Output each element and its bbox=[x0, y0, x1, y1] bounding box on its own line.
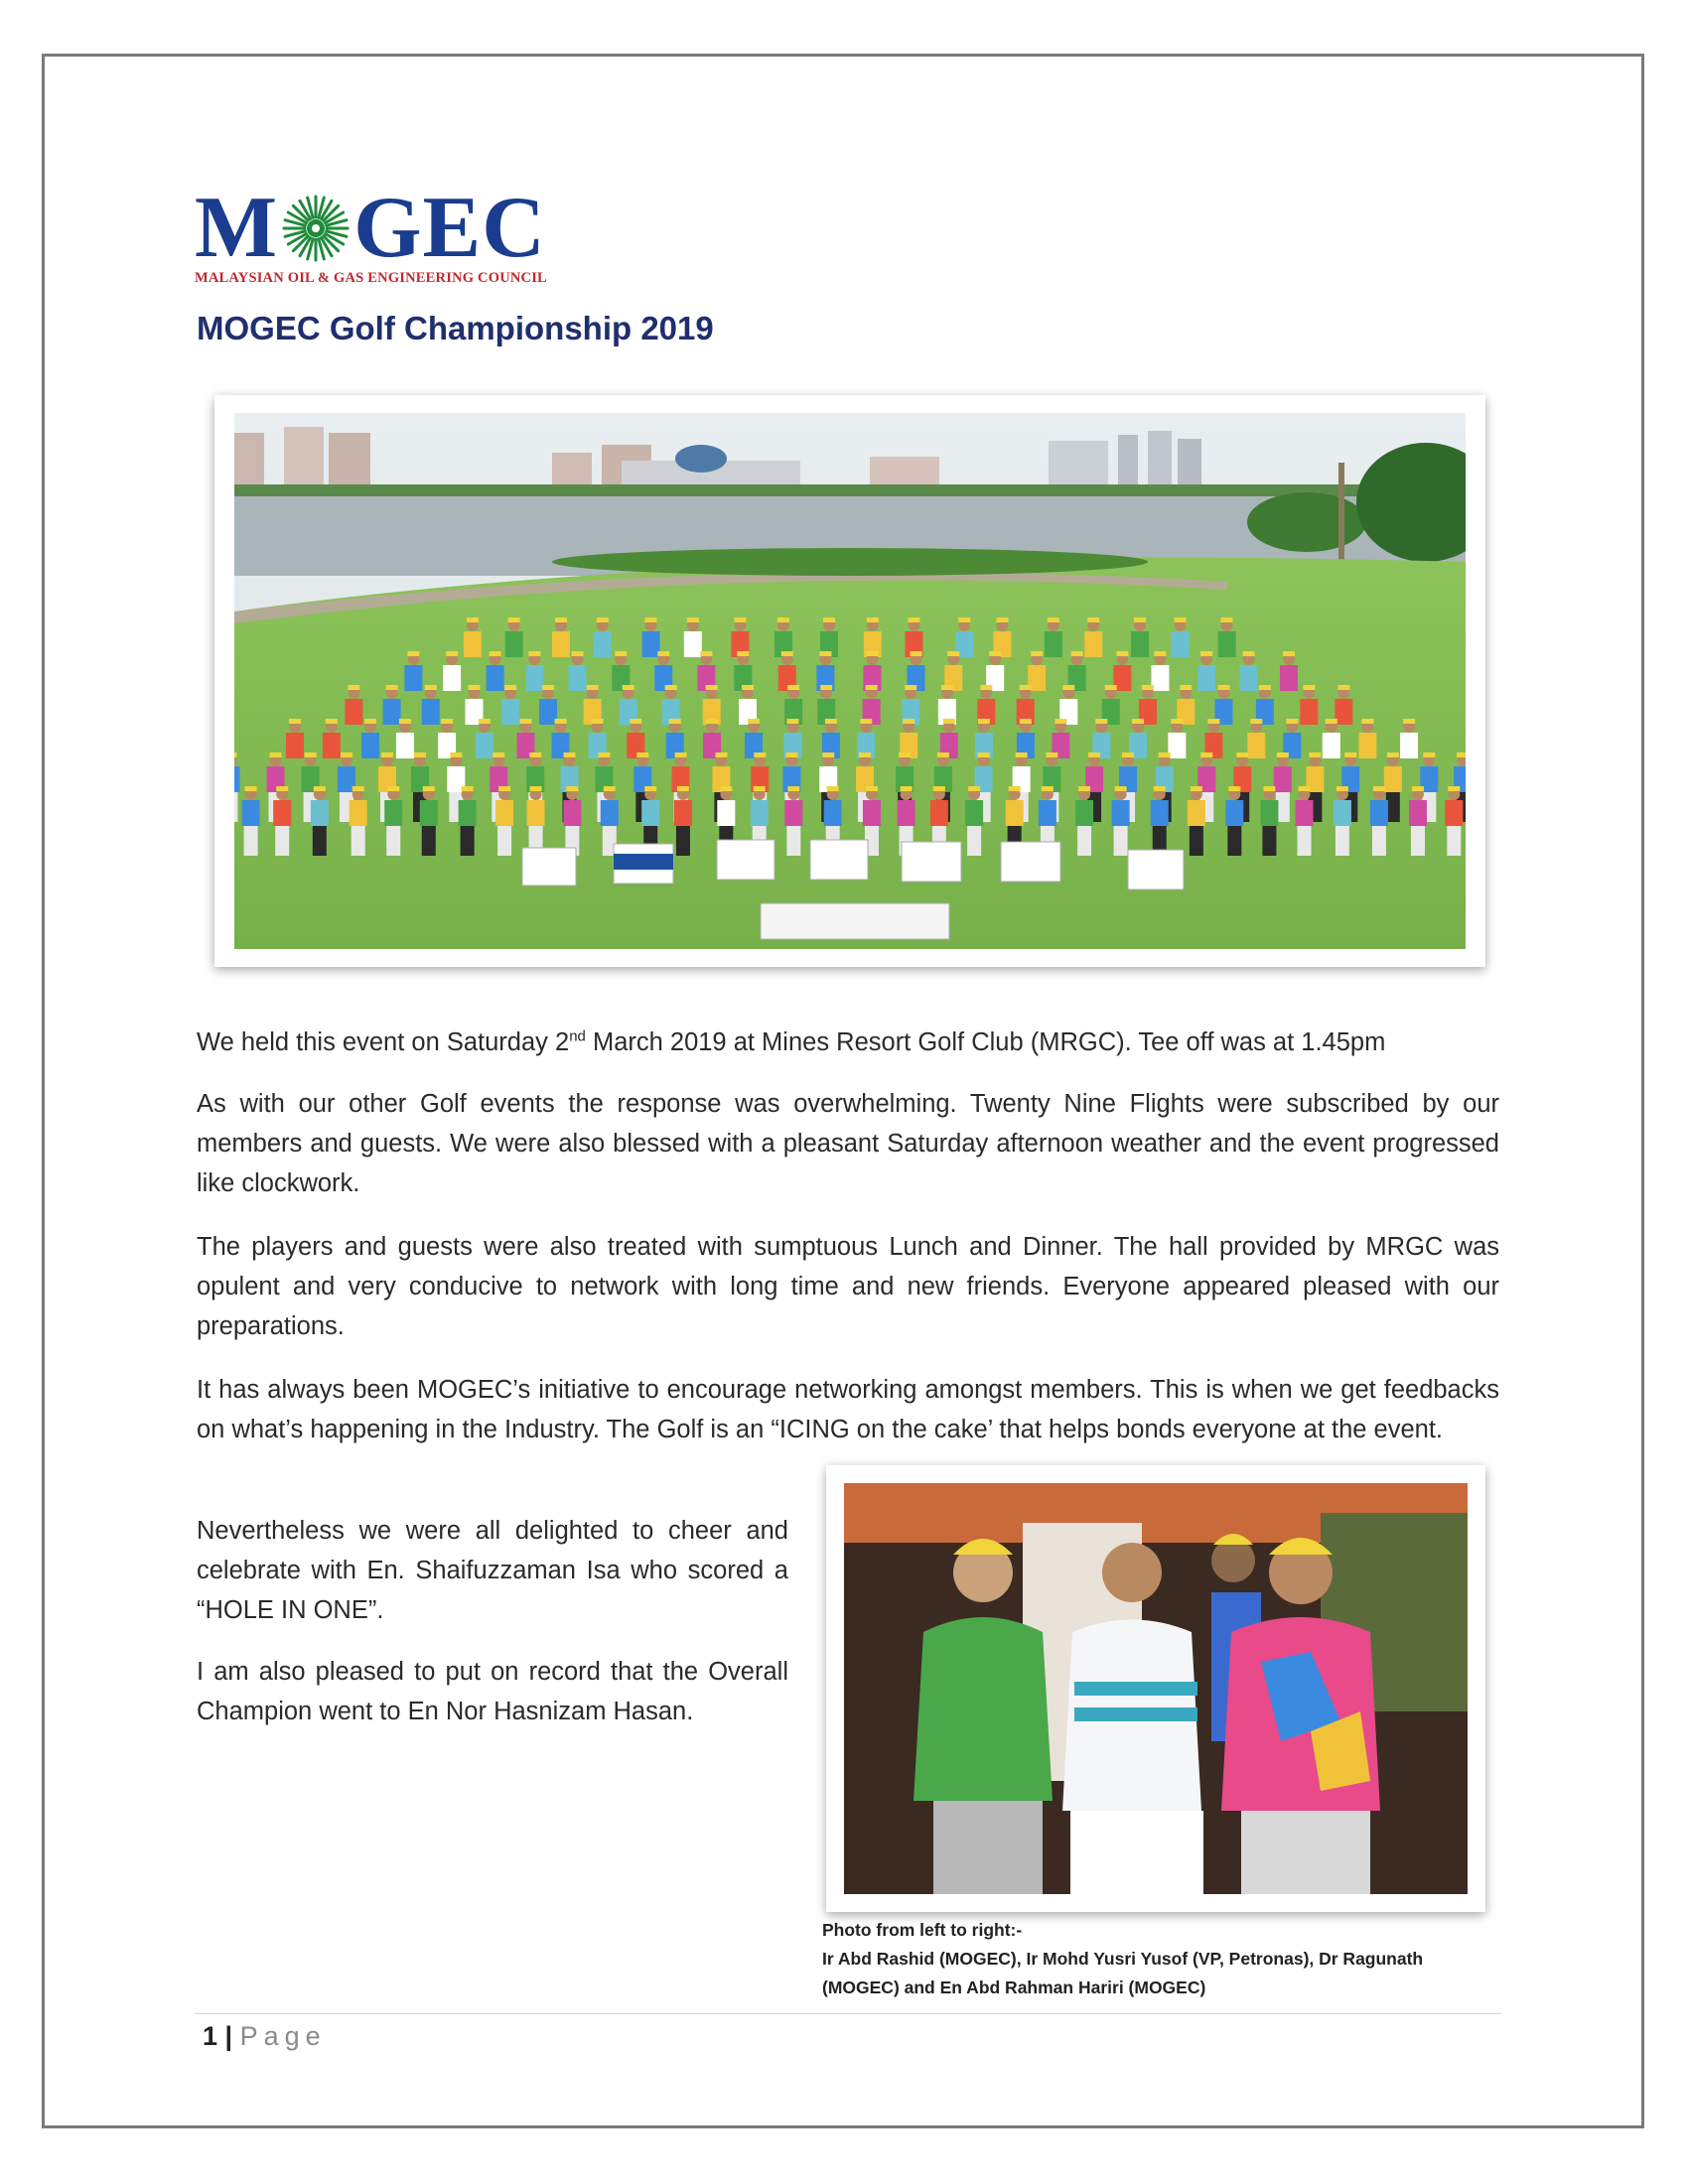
paragraph-networking: It has always been MOGEC’s initiative to encourage networking amongst members. This is when we get feedbacks on what’s happening in the Industry. The Golf is an “ICING on the cake’ that helps bonds everyone at the event. bbox=[197, 1376, 1499, 1443]
group-photo bbox=[214, 395, 1485, 967]
logo-wordmark-gec: GEC bbox=[353, 180, 546, 276]
caption-names-line-1: Ir Abd Rashid (MOGEC), Ir Mohd Yusri Yusof (VP, Petronas), Dr Ragunath bbox=[822, 1949, 1424, 1969]
p1-text-end: March 2019 at Mines Resort Golf Club (MRGC). Tee off was at 1.45pm bbox=[585, 1028, 1386, 1056]
guests-photo-image bbox=[844, 1483, 1468, 1894]
footer-divider bbox=[195, 2013, 1501, 2014]
group-photo-image bbox=[234, 413, 1466, 949]
caption-heading: Photo from left to right:- bbox=[822, 1920, 1023, 1940]
logo-wordmark-m: M bbox=[195, 180, 279, 276]
sunburst-emblem-icon bbox=[282, 195, 350, 262]
mogec-logo bbox=[195, 180, 562, 288]
page-separator: | bbox=[217, 2021, 240, 2051]
photo-caption bbox=[822, 1916, 1423, 2002]
paragraph-event-details bbox=[197, 1023, 1507, 1062]
paragraph-hole-in-one: Nevertheless we were all delighted to cheer and celebrate with En. Shaifuzzaman Isa who scored a “HOLE IN ONE”. bbox=[197, 1517, 788, 1624]
page-label: Page bbox=[239, 2021, 327, 2051]
page-number: 1 bbox=[203, 2021, 218, 2051]
paragraph-overall-champion: I am also pleased to put on record that the Overall Champion went to En Nor Hasnizam Hasan. bbox=[197, 1658, 788, 1725]
page-title: MOGEC Golf Championship 2019 bbox=[197, 310, 714, 346]
paragraph-lunch-dinner: The players and guests were also treated with sumptuous Lunch and Dinner. The hall provided by MRGC was opulent and very conducive to network with long time and new friends. Everyone appeared pleased with our preparations. bbox=[197, 1233, 1499, 1340]
guests-photo bbox=[826, 1465, 1485, 1912]
logo-tagline: MALAYSIAN OIL & GAS ENGINEERING COUNCIL bbox=[195, 270, 547, 286]
p1-superscript: nd bbox=[569, 1027, 586, 1045]
caption-names-line-2: (MOGEC) and En Abd Rahman Hariri (MOGEC) bbox=[822, 1978, 1206, 1997]
page-footer bbox=[203, 2021, 327, 2052]
p1-text-start: We held this event on Saturday 2 bbox=[197, 1028, 570, 1056]
paragraph-response: As with our other Golf events the response was overwhelming. Twenty Nine Flights were subscribed by our members and guests. We were also blessed with a pleasant Saturday afternoon weather and the event progressed like clockwork. bbox=[197, 1090, 1499, 1197]
